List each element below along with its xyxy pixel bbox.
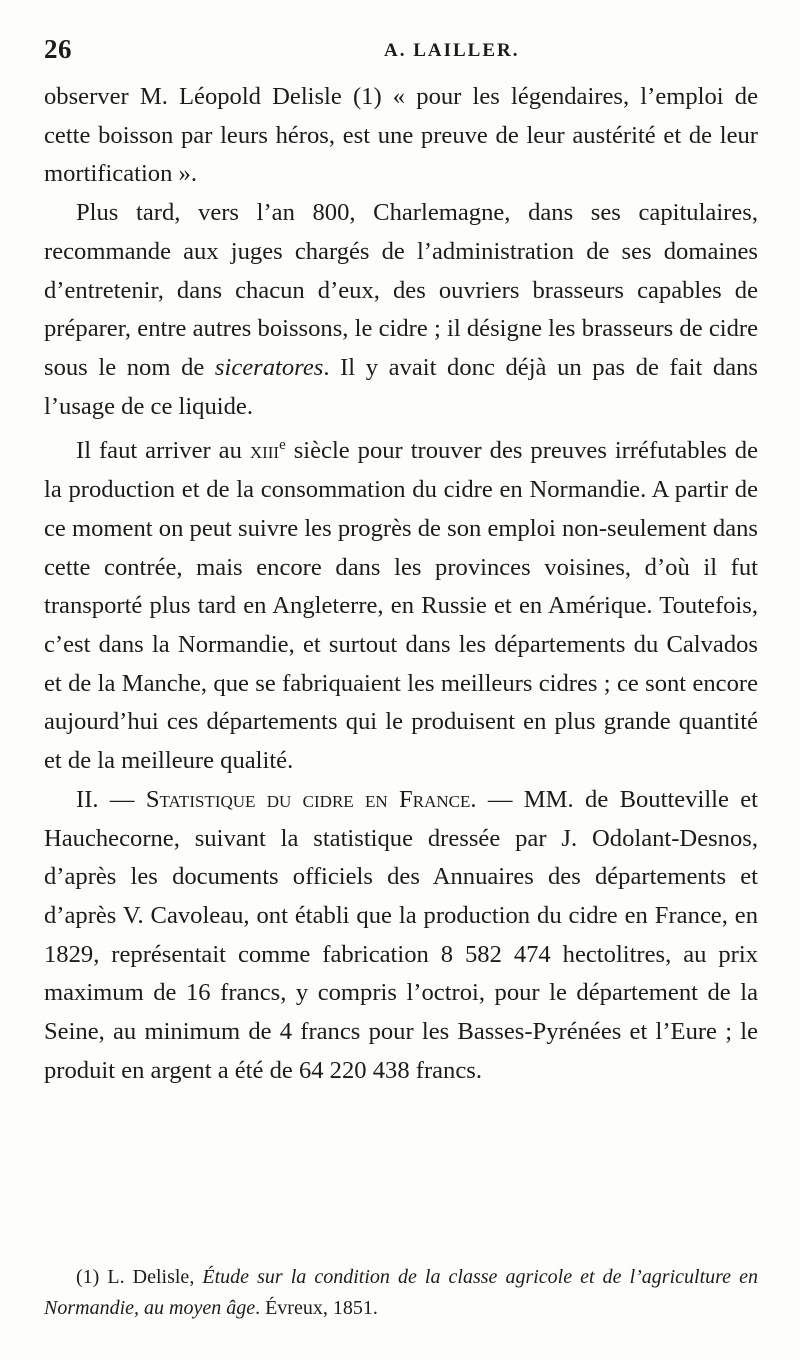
paragraph-3-text-a: Il faut arriver au [76,437,250,465]
paragraph-2-text-a: Plus tard, vers l’an 800, Charlemagne, dans ses capitulaires, recommande aux juges chargés de l’administration de ses domaines d’entretenir, dans chacun d’eux, des ouvriers brasseurs capables de préparer, entre autres boissons, le cidre ; il désigne les brasseurs de cidre sous le nom de [44,199,758,381]
paragraph-2-text-b: . Il y avait donc déjà un pas de fait dans l’usage de ce liquide. [44,353,759,420]
paragraph-2-italic-term: siceratores [214,353,324,381]
paragraph-1-text: observer M. Léopold Delisle (1) « pour les légendaires, l’emploi de cette boisson par leurs héros, est une preuve de leur austérité et de leur mortification ». [44,83,758,188]
section-title: Statistique du cidre en France. [145,785,477,813]
footnote [44,1262,758,1324]
paragraph-3 [44,426,758,781]
century-numeral: xiii [249,437,280,465]
paragraph-4-text: — MM. de Boutteville et Hauchecorne, suivant la statistique dressée par J. Odolant-Desnos, d’après les documents officiels des Annuaires des départements et d’après V. Cavoleau, ont établi que la production du cidre en France, en 1829, représentait comme fabrication 8 582 474 hectolitres, au prix maximum de 16 francs, y compris l’octroi, pour le département de la Seine, au minimum de 4 francs pour les Basses-Pyrénées et l’Eure ; le produit en argent a été de 64 220 438 francs. [44,785,759,1084]
section-number: II. — [76,785,146,813]
running-head: A. LAILLER. [384,40,520,61]
body-text [44,78,758,1090]
paragraph-2 [44,194,758,426]
century-superscript: e [279,437,286,454]
page-number: 26 [44,34,72,64]
footnote-marker: (1) L. Delisle, [76,1266,203,1288]
footnote-title: Étude sur la condition de la classe agricole et de l’agriculture en Normandie, au moyen âge [44,1266,758,1319]
footnote-text: . Évreux, 1851. [255,1297,378,1319]
page-header [44,34,756,70]
paragraph-3-text-b: siècle pour trouver des preuves irréfutables de la production et de la consommation du cidre en Normandie. A partir de ce moment on peut suivre les progrès de son emploi non-seulement dans cette contrée, mais encore dans les provinces voisines, d’où il fut transporté plus tard en Angleterre, en Russie et en Amérique. Toutefois, c’est dans la Normandie, et surtout dans les départements du Calvados et de la Manche, que se fabriquaient les meilleurs cidres ; ce sont encore aujourd’hui ces départements qui le produisent en plus grande quantité et de la meilleure qualité. [44,437,758,775]
paragraph-1 [44,78,758,194]
paragraph-4 [44,781,758,1091]
